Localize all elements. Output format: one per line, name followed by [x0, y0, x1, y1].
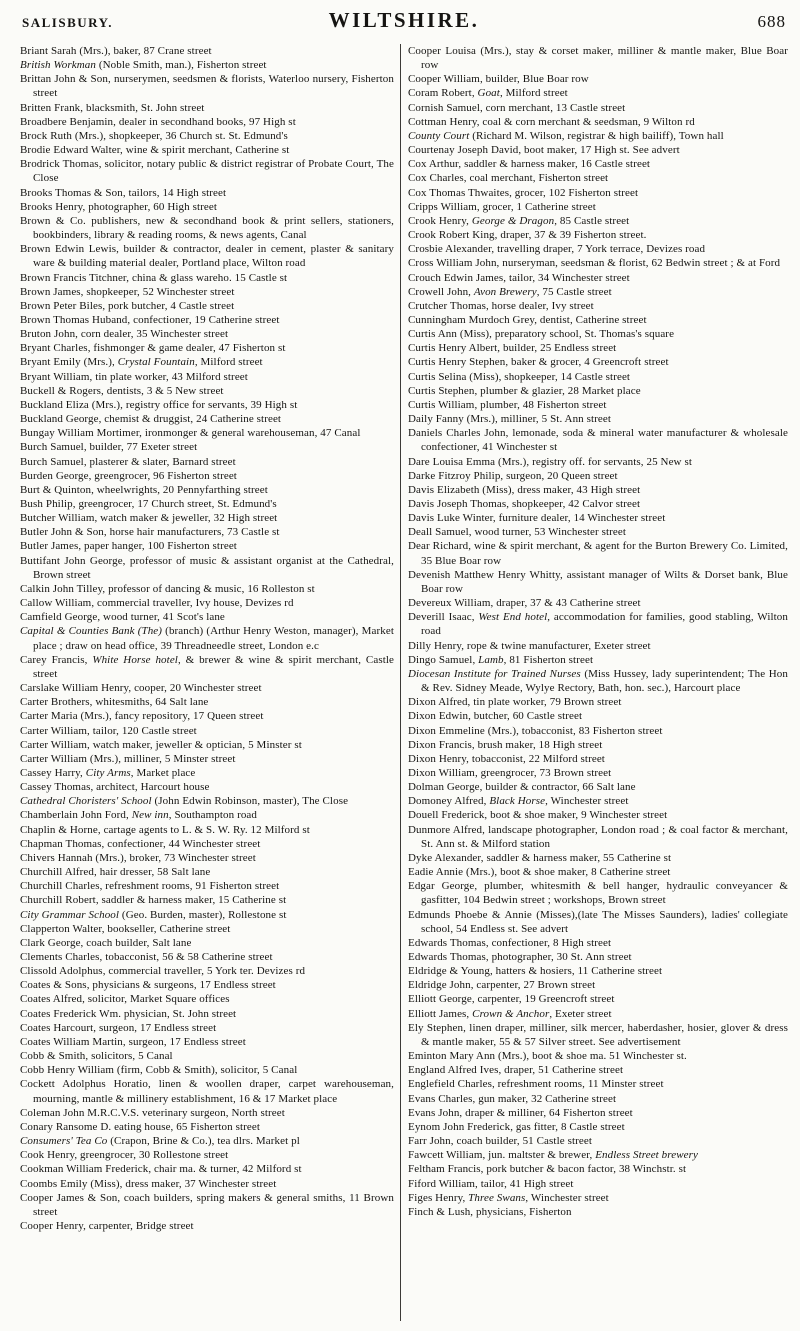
directory-entry: Brodie Edward Walter, wine & spirit merchant, Catherine st [20, 144, 290, 157]
directory-entry: Coates Alfred, solicitor, Market Square offices [20, 993, 230, 1006]
directory-entry: Eldridge & Young, hatters & hosiers, 11 Catherine street [408, 965, 663, 978]
directory-entry: Dilly Henry, rope & twine manufacturer, Exeter street [408, 639, 651, 652]
directory-entry: Coombs Emily (Miss), dress maker, 37 Winchester street [20, 1177, 277, 1190]
left-column [20, 44, 394, 1233]
directory-entry: Chamberlain John Ford, New inn, Southampton road [20, 809, 258, 822]
directory-entry: Finch & Lush, physicians, Fisherton [408, 1205, 572, 1218]
directory-entry: Crook Robert King, draper, 37 & 39 Fisherton street. [408, 229, 647, 242]
directory-entry: Deverill Isaac, West End hotel, accommodation for families, good stabling, Wilton road [408, 611, 788, 638]
directory-entry: Eminton Mary Ann (Mrs.), boot & shoe ma. 51 Winchester st. [408, 1050, 687, 1063]
directory-entry: Carter William, watch maker, jeweller & optician, 5 Minster st [20, 738, 302, 751]
directory-entry: Brooks Henry, photographer, 60 High street [20, 200, 218, 213]
directory-entry: Darke Fitzroy Philip, surgeon, 20 Queen street [408, 469, 618, 482]
directory-entry: Eldridge John, carpenter, 27 Brown street [408, 979, 596, 992]
directory-entry: Elliott George, carpenter, 19 Greencroft street [408, 993, 615, 1006]
directory-entry: Diocesan Institute for Trained Nurses (Miss Hussey, lady superintendent; The Hon & Rev. Sidney Meade, Wylye Rectory, Bath, hon. sec.), Harcourt place [408, 667, 788, 695]
directory-entry: Curtis William, plumber, 48 Fisherton street [408, 398, 607, 411]
directory-entry: Carey Francis, White Horse hotel, & brewer & wine & spirit merchant, Castle street [20, 653, 394, 680]
directory-entry: Curtis Selina (Miss), shopkeeper, 14 Castle street [408, 370, 631, 383]
directory-entry: Ely Stephen, linen draper, milliner, silk mercer, haberdasher, hosier, glover & dress & mantle maker, 55 & 57 Silver street. See advertisement [408, 1021, 788, 1048]
directory-entry: Dixon Alfred, tin plate worker, 79 Brown street [408, 696, 622, 709]
directory-entry: Cook Henry, greengrocer, 30 Rollestone street [20, 1149, 229, 1162]
directory-entry: Churchill Charles, refreshment rooms, 91 Fisherton street [20, 880, 280, 893]
directory-entry: Dixon Henry, tobacconist, 22 Milford street [408, 752, 605, 765]
directory-entry: Butcher William, watch maker & jeweller, 32 High street [20, 512, 278, 525]
directory-entry: Courtenay Joseph David, boot maker, 17 High st. See advert [408, 144, 680, 157]
directory-entry: Conary Ransome D. eating house, 65 Fisherton street [20, 1120, 261, 1133]
directory-entry: Dare Louisa Emma (Mrs.), registry off. for servants, 25 New st [408, 455, 692, 468]
directory-entry: Cockett Adolphus Horatio, linen & woollen draper, carpet warehouseman, mourning, mantle & millinery establishment, 16 & 17 Market place [20, 1078, 394, 1105]
directory-entry: Brodrick Thomas, solicitor, notary public & district registrar of Probate Court, The Close [20, 158, 394, 185]
directory-entry: Dear Richard, wine & spirit merchant, & agent for the Burton Brewery Co. Limited, 35 Blue Boar row [408, 540, 788, 567]
directory-entry: Brooks Thomas & Son, tailors, 14 High street [20, 186, 227, 199]
directory-entry: Brittan John & Son, nurserymen, seedsmen & florists, Waterloo nursery, Fisherton street [20, 73, 394, 100]
directory-entry: Davis Luke Winter, furniture dealer, 14 Winchester street [408, 512, 666, 525]
directory-entry: Buckland Eliza (Mrs.), registry office for servants, 39 High st [20, 398, 298, 411]
directory-entry: Cox Thomas Thwaites, grocer, 102 Fisherton street [408, 186, 639, 199]
directory-entry: Bruton John, corn dealer, 35 Winchester street [20, 328, 229, 341]
directory-entry: Cooper Henry, carpenter, Bridge street [20, 1219, 194, 1232]
directory-entry: Curtis Stephen, plumber & glazier, 28 Market place [408, 384, 641, 397]
directory-entry: Buckland George, chemist & druggist, 24 Catherine street [20, 413, 282, 426]
directory-entry: Coram Robert, Goat, Milford street [408, 87, 568, 100]
directory-entry: Buckell & Rogers, dentists, 3 & 5 New street [20, 384, 224, 397]
directory-entry: Coleman John M.R.C.V.S. veterinary surgeon, North street [20, 1106, 285, 1119]
directory-entry: Brown Francis Titchner, china & glass wareho. 15 Castle st [20, 271, 288, 284]
directory-entry: Dixon Edwin, butcher, 60 Castle street [408, 710, 583, 723]
directory-entry: Dunmore Alfred, landscape photographer, London road ; & coal factor & merchant, St. Ann st. & Milford station [408, 823, 788, 850]
directory-entry: Bush Philip, greengrocer, 17 Church street, St. Edmund's [20, 498, 277, 510]
directory-entry: Carter Brothers, whitesmiths, 64 Salt lane [20, 696, 209, 709]
directory-entry: Cathedral Choristers' School (John Edwin Robinson, master), The Close [20, 795, 349, 808]
column-divider [400, 44, 401, 1321]
directory-entry: Bryant William, tin plate worker, 43 Milford street [20, 370, 248, 383]
directory-entry: Carslake William Henry, cooper, 20 Winchester street [20, 682, 262, 695]
directory-entry: Clissold Adolphus, commercial traveller, 5 York ter. Devizes rd [20, 965, 306, 978]
directory-entry: Coates Harcourt, surgeon, 17 Endless street [20, 1021, 217, 1034]
directory-entry: Crouch Edwin James, tailor, 34 Winchester street [408, 271, 630, 284]
directory-entry: Cassey Harry, City Arms, Market place [20, 766, 196, 779]
directory-entry: Englefield Charles, refreshment rooms, 11 Minster street [408, 1078, 664, 1091]
directory-entry: City Grammar School (Geo. Burden, master), Rollestone st [20, 908, 287, 921]
directory-entry: Butler John & Son, horse hair manufacturers, 73 Castle st [20, 526, 280, 539]
directory-entry: Broadbere Benjamin, dealer in secondhand books, 97 High st [20, 115, 296, 128]
directory-entry: Dyke Alexander, saddler & harness maker, 55 Catherine st [408, 851, 672, 864]
directory-entry: Dixon Emmeline (Mrs.), tobacconist, 83 Fisherton street [408, 724, 663, 737]
directory-entry: Devereux William, draper, 37 & 43 Catherine street [408, 597, 641, 610]
directory-entry: Cobb & Smith, solicitors, 5 Canal [20, 1050, 173, 1063]
directory-entry: Dixon Francis, brush maker, 18 High street [408, 738, 603, 751]
directory-entry: British Workman (Noble Smith, man.), Fisherton street [20, 59, 267, 72]
directory-entry: Clapperton Walter, bookseller, Catherine street [20, 922, 231, 935]
directory-entry: Coates William Martin, surgeon, 17 Endless street [20, 1035, 246, 1048]
directory-entry: Butler James, paper hanger, 100 Fisherton street [20, 540, 237, 553]
directory-entry: Dixon William, greengrocer, 73 Brown street [408, 766, 612, 779]
directory-entry: Buttifant John George, professor of music & assistant organist at the Cathedral, Brown street [20, 554, 394, 581]
directory-entry: Fiford William, tailor, 41 High street [408, 1177, 574, 1190]
directory-entry: Coates Frederick Wm. physician, St. John street [20, 1007, 237, 1020]
directory-entry: Briant Sarah (Mrs.), baker, 87 Crane street [20, 45, 212, 57]
directory-entry: Cross William John, nurseryman, seedsman & florist, 62 Bedwin street ; & at Ford [408, 257, 781, 270]
directory-columns [0, 44, 800, 1331]
header-city: SALISBURY. [22, 15, 114, 30]
directory-entry: Davis Joseph Thomas, shopkeeper, 42 Calvor street [408, 498, 641, 510]
directory-entry: Clark George, coach builder, Salt lane [20, 936, 192, 949]
directory-entry: Curtis Henry Albert, builder, 25 Endless street [408, 342, 617, 355]
directory-entry: Brown & Co. publishers, new & secondhand book & print sellers, stationers, bookbinders, library & reading rooms, & news agents, Canal [20, 214, 394, 242]
directory-entry: Chivers Hannah (Mrs.), broker, 73 Winchester street [20, 851, 256, 864]
directory-entry: Eadie Annie (Mrs.), boot & shoe maker, 8 Catherine street [408, 866, 671, 879]
directory-entry: Evans Charles, gun maker, 32 Catherine street [408, 1092, 617, 1105]
directory-entry: Evans John, draper & milliner, 64 Fisherton street [408, 1106, 633, 1119]
directory-entry: Elliott James, Crown & Anchor, Exeter street [408, 1007, 612, 1020]
directory-entry: Cripps William, grocer, 1 Catherine street [408, 200, 596, 213]
directory-entry: Brown Edwin Lewis, builder & contractor, dealer in cement, plaster & sanitary ware & building material dealer, Portland place, Wilton road [20, 243, 394, 270]
directory-entry: Capital & Counties Bank (The) (branch) (Arthur Henry Weston, manager), Market place ; draw on head office, 39 Threadneedle street, London e.c [20, 625, 394, 652]
directory-entry: Cottman Henry, coal & corn merchant & seedsman, 9 Wilton rd [408, 115, 695, 128]
directory-entry: Camfield George, wood turner, 41 Scot's lane [20, 611, 225, 624]
directory-entry: Feltham Francis, pork butcher & bacon factor, 38 Winchstr. st [408, 1163, 687, 1176]
directory-entry: Cooper William, builder, Blue Boar row [408, 73, 589, 86]
directory-entry: Brock Ruth (Mrs.), shopkeeper, 36 Church st. St. Edmund's [20, 129, 288, 142]
directory-entry: Farr John, coach builder, 51 Castle street [408, 1135, 592, 1148]
directory-entry: Calkin John Tilley, professor of dancing & music, 16 Rolleston st [20, 582, 315, 595]
directory-entry: Carter William (Mrs.), milliner, 5 Minster street [20, 752, 236, 765]
directory-entry: Cooper James & Son, coach builders, spring makers & general smiths, 11 Brown street [20, 1191, 394, 1218]
directory-entry: Cassey Thomas, architect, Harcourt house [20, 781, 210, 794]
directory-entry: Crook Henry, George & Dragon, 85 Castle street [408, 214, 630, 227]
directory-entry: Bungay William Mortimer, ironmonger & general warehouseman, 47 Canal [20, 427, 361, 440]
directory-entry: Fawcett William, jun. maltster & brewer, Endless Street brewery [408, 1149, 699, 1162]
directory-entry: Cornish Samuel, corn merchant, 13 Castle street [408, 101, 626, 114]
directory-entry: Crosbie Alexander, travelling draper, 7 York terrace, Devizes road [408, 243, 706, 256]
directory-entry: Douell Frederick, boot & shoe maker, 9 Winchester street [408, 809, 668, 822]
directory-entry: Carter William, tailor, 120 Castle street [20, 724, 197, 737]
directory-entry: Daily Fanny (Mrs.), milliner, 5 St. Ann street [408, 413, 612, 426]
directory-entry: Chapman Thomas, confectioner, 44 Winchester street [20, 837, 261, 850]
directory-entry: Curtis Henry Stephen, baker & grocer, 4 Greencroft street [408, 356, 669, 369]
right-column [408, 44, 788, 1219]
directory-entry: Crowell John, Avon Brewery, 75 Castle street [408, 285, 612, 298]
directory-entry: Bryant Emily (Mrs.), Crystal Fountain, Milford street [20, 356, 263, 369]
directory-entry: Cunningham Murdoch Grey, dentist, Catherine street [408, 313, 647, 326]
directory-entry: Carter Maria (Mrs.), fancy repository, 17 Queen street [20, 710, 264, 723]
directory-entry: Burch Samuel, plasterer & slater, Barnard street [20, 455, 236, 468]
directory-entry: Daniels Charles John, lemonade, soda & mineral water manufacturer & wholesale confectioner, 41 Winchester st [408, 427, 788, 454]
directory-entry: Callow William, commercial traveller, Ivy house, Devizes rd [20, 597, 294, 610]
directory-entry: Burch Samuel, builder, 77 Exeter street [20, 441, 198, 454]
directory-entry: Eynom John Frederick, gas fitter, 8 Castle street [408, 1120, 625, 1133]
directory-entry: Churchill Robert, saddler & harness maker, 15 Catherine st [20, 894, 287, 907]
directory-entry: Bryant Charles, fishmonger & game dealer, 47 Fisherton st [20, 342, 286, 355]
directory-entry: Britten Frank, blacksmith, St. John street [20, 101, 205, 114]
directory-entry: Churchill Alfred, hair dresser, 58 Salt lane [20, 866, 211, 879]
directory-entry: Dolman George, builder & contractor, 66 Salt lane [408, 781, 636, 794]
directory-entry: Dingo Samuel, Lamb, 81 Fisherton street [408, 653, 594, 666]
directory-entry: Brown Peter Biles, pork butcher, 4 Castle street [20, 299, 235, 312]
directory-entry: Deall Samuel, wood turner, 53 Winchester street [408, 526, 627, 539]
directory-entry: Chaplin & Horne, cartage agents to L. & S. W. Ry. 12 Milford st [20, 823, 310, 836]
directory-entry: Cobb Henry William (firm, Cobb & Smith), solicitor, 5 Canal [20, 1064, 298, 1077]
directory-entry: Clements Charles, tobacconist, 56 & 58 Catherine street [20, 951, 273, 963]
header-county: WILTSHIRE. [328, 8, 480, 32]
page-number: 688 [757, 12, 786, 31]
directory-entry: England Alfred Ives, draper, 51 Catherine street [408, 1064, 624, 1077]
directory-entry: Cox Arthur, saddler & harness maker, 16 Castle street [408, 158, 651, 171]
directory-entry: Burden George, greengrocer, 96 Fisherton street [20, 469, 237, 482]
page-header [22, 8, 786, 38]
directory-entry: Cooper Louisa (Mrs.), stay & corset maker, milliner & mantle maker, Blue Boar row [408, 45, 788, 72]
directory-entry: Consumers' Tea Co (Crapon, Brine & Co.), tea dlrs. Market pl [20, 1135, 300, 1148]
directory-entry: Brown Thomas Huband, confectioner, 19 Catherine street [20, 313, 280, 326]
directory-entry: Curtis Ann (Miss), preparatory school, St. Thomas's square [408, 328, 675, 341]
directory-entry: Figes Henry, Three Swans, Winchester street [408, 1191, 609, 1204]
directory-entry: Burt & Quinton, wheelwrights, 20 Pennyfarthing street [20, 483, 268, 496]
directory-entry: Cox Charles, coal merchant, Fisherton street [408, 172, 609, 185]
directory-entry: Edwards Thomas, photographer, 30 St. Ann street [408, 951, 632, 963]
directory-entry: Davis Elizabeth (Miss), dress maker, 43 High street [408, 483, 641, 496]
directory-entry: Cookman William Frederick, chair ma. & turner, 42 Milford st [20, 1163, 302, 1176]
directory-entry: County Court (Richard M. Wilson, registrar & high bailiff), Town hall [408, 129, 724, 142]
directory-entry: Devenish Matthew Henry Whitty, assistant manager of Wilts & Dorset bank, Blue Boar row [408, 568, 788, 595]
directory-entry: Edgar George, plumber, whitesmith & bell hanger, hydraulic conveyancer & gasfitter, 104 Bedwin street ; workshops, Brown street [408, 880, 788, 907]
directory-entry: Coates & Sons, physicians & surgeons, 17 Endless street [20, 979, 276, 992]
directory-entry: Crutcher Thomas, horse dealer, Ivy street [408, 299, 594, 312]
directory-entry: Brown James, shopkeeper, 52 Winchester street [20, 285, 235, 298]
directory-entry: Edmunds Phoebe & Annie (Misses),(late The Misses Saunders), ladies' collegiate school, 54 Endless st. See advert [408, 908, 788, 935]
directory-entry: Edwards Thomas, confectioner, 8 High street [408, 936, 612, 949]
directory-entry: Domoney Alfred, Black Horse, Winchester street [408, 795, 629, 808]
